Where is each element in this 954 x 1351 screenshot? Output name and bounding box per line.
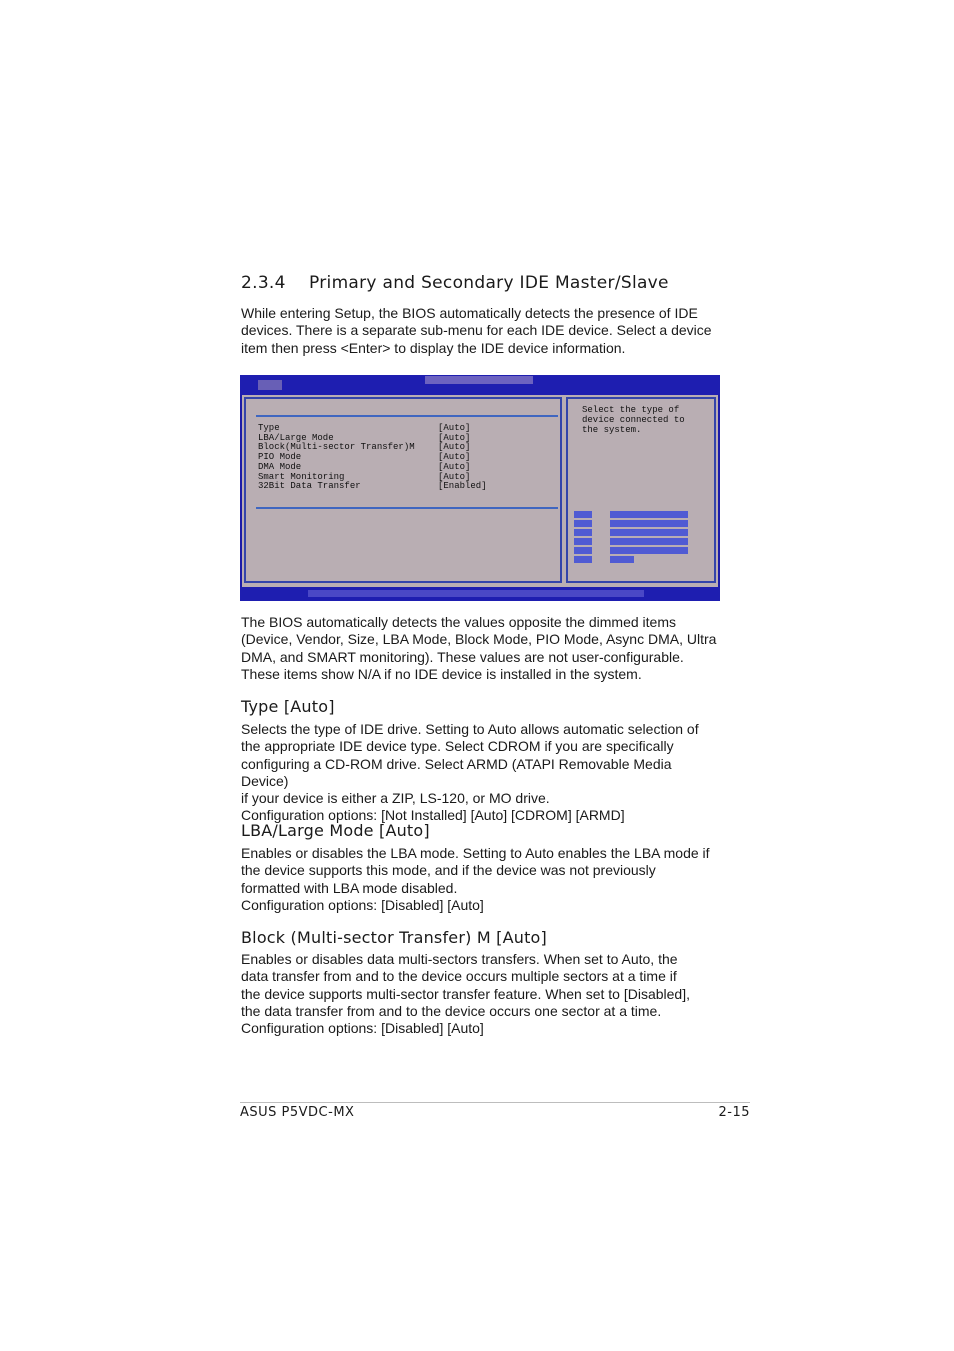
bios-title-bar bbox=[240, 375, 720, 395]
block-heading: Block (Multi-sector Transfer) M [Auto] bbox=[241, 928, 547, 947]
bios-help-pane bbox=[566, 397, 716, 583]
detect-paragraph: The BIOS automatically detects the values opposite the dimmed items (Device, Vendor, Size, LBA Mode, Block Mode, PIO Mode, Async DMA, Ultra DMA, and SMART monitoring). These values are not user-configurable. These items show N/A if no IDE device is installed in the system. bbox=[241, 614, 717, 682]
bios-copyright-text bbox=[308, 590, 644, 597]
bios-item-type[interactable]: Type [Auto] bbox=[258, 423, 471, 433]
bios-rule-bottom bbox=[256, 507, 558, 509]
section-title: Primary and Secondary IDE Master/Slave bbox=[309, 273, 669, 293]
bios-title-text bbox=[425, 376, 533, 384]
footer-divider bbox=[240, 1102, 750, 1103]
bios-tab-label bbox=[258, 380, 282, 390]
footer-page-number: 2-15 bbox=[718, 1105, 750, 1120]
lba-paragraph: Enables or disables the LBA mode. Setting to Auto enables the LBA mode if the device supports this mode, and if the device was not previously formatted with LBA mode disabled. Configuration options: [Disabled] [Auto] bbox=[241, 845, 710, 913]
bios-item-block[interactable]: Block(Multi-sector Transfer)M [Auto] bbox=[258, 442, 471, 453]
bios-item-32bit[interactable]: 32Bit Data Transfer [Enabled] bbox=[258, 481, 487, 492]
bios-help-text: Select the type of device connected to the system. bbox=[582, 405, 685, 435]
bios-item-dma[interactable]: DMA Mode [Auto] bbox=[258, 461, 471, 472]
bios-copyright-bar bbox=[240, 587, 720, 601]
footer-product: ASUS P5VDC-MX bbox=[240, 1105, 355, 1120]
lba-heading: LBA/Large Mode [Auto] bbox=[241, 821, 430, 840]
bios-item-pio[interactable]: PIO Mode [Auto] bbox=[258, 452, 471, 463]
bios-settings-pane bbox=[244, 397, 562, 583]
section-number: 2.3.4 bbox=[241, 273, 286, 293]
type-paragraph: Selects the type of IDE drive. Setting to Auto allows automatic selection of the appropriate IDE device type. Select CDROM if you are specifically configuring a CD-ROM drive. Select ARMD (ATAPI Removable Media Device) if your device is either a ZIP, LS-120, or MO drive. Configuration options: [Not Installed] [Auto] [CDROM] [ARMD] bbox=[241, 721, 699, 824]
section-heading bbox=[241, 273, 669, 293]
intro-paragraph: While entering Setup, the BIOS automatically detects the presence of IDE devices. There is a separate sub-menu for each IDE device. Select a device item then press <Enter> to display the IDE device information. bbox=[241, 305, 712, 356]
bios-body bbox=[242, 395, 718, 587]
bios-item-lba[interactable]: LBA/Large Mode [Auto] bbox=[258, 432, 471, 443]
bios-item-smart[interactable]: Smart Monitoring [Auto] bbox=[258, 471, 471, 482]
block-paragraph: Enables or disables data multi-sectors transfers. When set to Auto, the data transfer from and to the device occurs multiple sectors at a time if the device supports multi-sector transfer feature. When set to [Disabled], the data transfer from and to the device occurs one sector at a time. Configuration options: [Disabled] [Auto] bbox=[241, 951, 690, 1037]
bios-rule-top bbox=[256, 415, 558, 417]
type-heading: Type [Auto] bbox=[241, 697, 335, 716]
bios-screenshot bbox=[240, 375, 720, 601]
